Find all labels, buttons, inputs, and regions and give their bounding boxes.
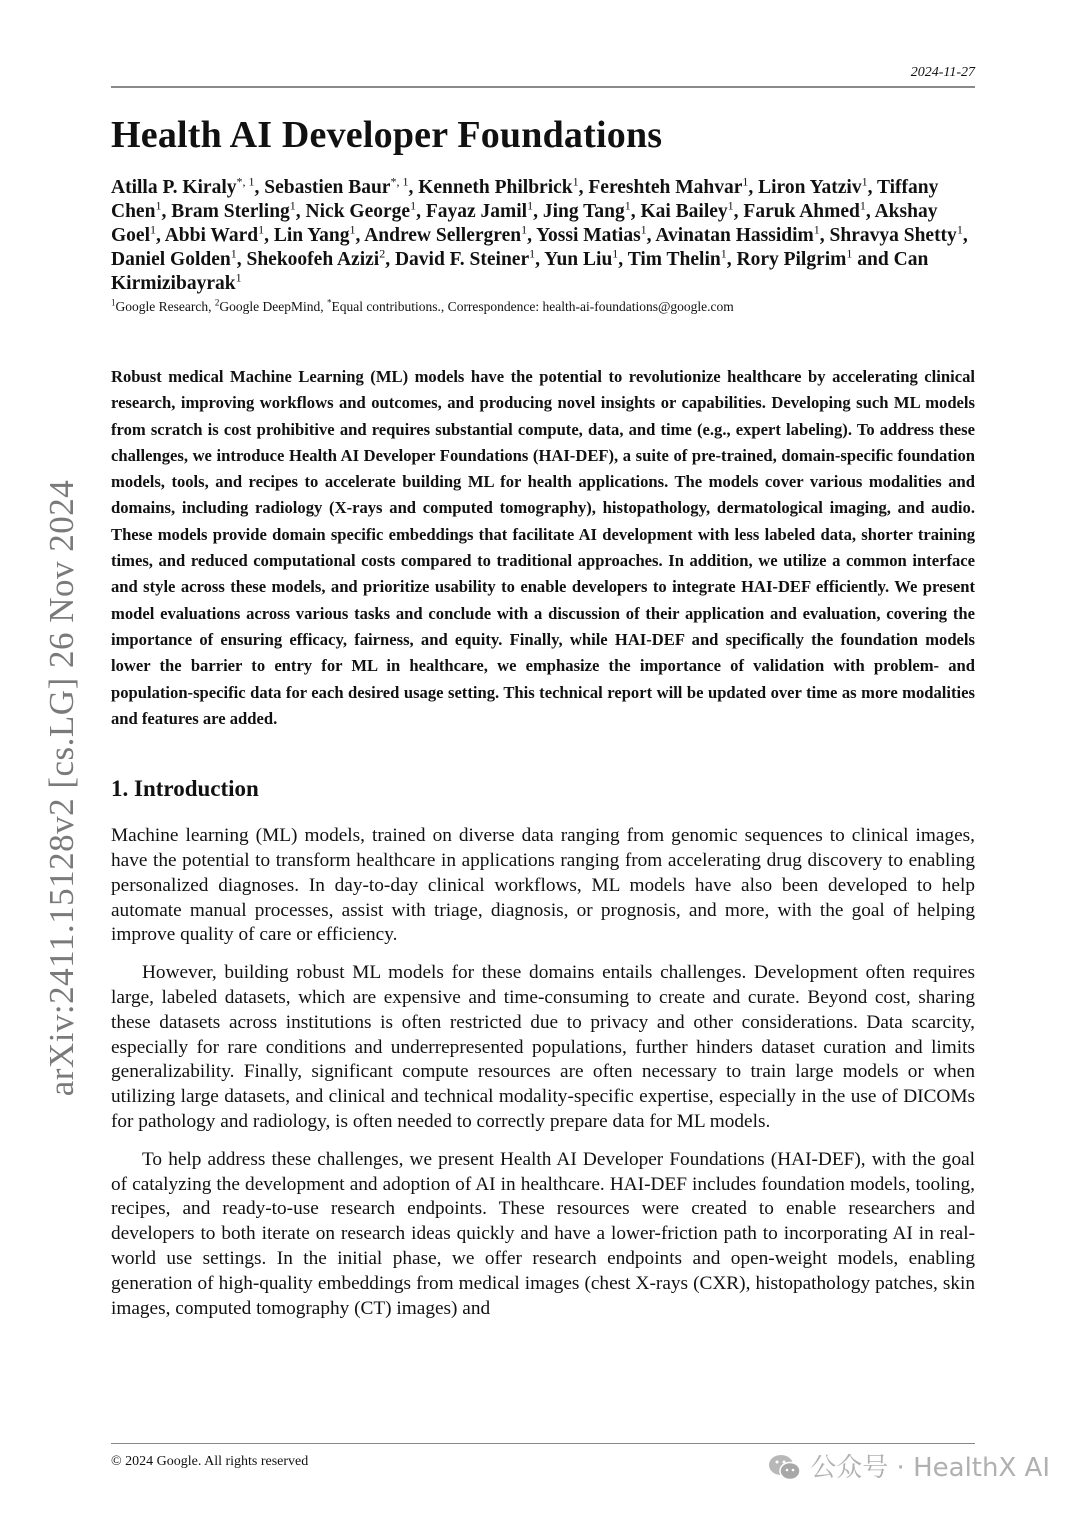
footer-row <box>111 1453 1050 1483</box>
affil-text: Google Research, <box>115 299 215 314</box>
author-affil-marker: 1 <box>527 198 534 213</box>
author-affil-marker: 1 <box>349 222 356 237</box>
author-name: David F. Steiner <box>394 249 530 270</box>
author-affil-marker: *, 1 <box>236 174 255 189</box>
author-affil-marker: 1 <box>155 198 162 213</box>
top-rule <box>111 86 975 88</box>
author-list: Atilla P. Kiraly$^{*, 1}$, Sebastien Baur$^{*, 1}$, Kenneth Philbrick$^1$, Fereshteh Mahvar$^1$, Liron Yatziv$^1$, Tiffany Chen$^1$, Bram Sterling$^1$, Nick George$^1$, Fayaz Jamil$^1$, Jing Tang$^1$, Kai Bailey$^1$, Faruk Ahmed$^1$, Akshay Goel$^1$, Abbi Ward$^1$, Lin Yang$^1$, Andrew Sellergren$^1$, Yossi Matias$^1$, Avinatan Hassidim$^1$, Shravya Shetty$^1$, Daniel Golden$^1$, Shekoofeh Azizi$^2$, David F. Steiner$^1$, Yun Liu$^1$, Tim Thelin$^1$, Rory Pilgrim$^1$ and Can Kirmizibayrak$^1$ <box>111 174 968 294</box>
author-name: Akshay Goel <box>111 201 938 246</box>
author-name: Andrew Sellergren <box>364 225 522 246</box>
author <box>743 198 866 222</box>
footer <box>111 1443 1050 1523</box>
abstract: Robust medical Machine Learning (ML) models have the potential to revolutionize healthcare by accelerating clinical research, improving workflows and outcomes, and producing novel insights or capabilities. Developing such ML models from scratch is cost prohibitive and requires substantial compute, data, and time (e.g., expert labeling). To address these challenges, we introduce Health AI Developer Foundations (HAI-DEF), a suite of pre-trained, domain-specific foundation models, tools, and recipes to accelerate building ML for health applications. The models cover various modalities and domains, including radiology (X-rays and computed tomography), histopathology, dermatological imaging, and audio. These models provide domain specific embeddings that facilitate AI development with less labeled data, shorter training times, and reduced computational costs compared to traditional approaches. In addition, we utilize a common interface and style across these models, and prioritize usability to enable developers to integrate HAI-DEF efficiently. We present model evaluations across various tasks and conclude with a discussion of their application and evaluation, covering the importance of ensuring efficacy, fairness, and equity. Finally, while HAI-DEF and specifically the foundation models lower the barrier to entry for ML in healthcare, we emphasize the importance of validation with problem- and population-specific data for each desired usage setting. This technical report will be updated over time as more modalities and features are added. <box>111 367 975 728</box>
date: 2024-11-27 <box>910 65 975 80</box>
author-name: Yun Liu <box>544 249 613 270</box>
paragraph: Machine learning (ML) models, trained on diverse data ranging from genomic sequences to clinical images, have the potential to transform healthcare in applications ranging from accelerating drug discovery to enabling personalized diagnoses. In day-to-day clinical workflows, ML models have also been developed to help automate manual processes, assist with triage, diagnosis, or prognosis, and more, with the goal of helping improve quality of care or efficiency. <box>111 825 975 946</box>
author-name: Liron Yatziv <box>758 177 862 198</box>
author-affil-marker: 1 <box>640 222 647 237</box>
author-affil-marker: 1 <box>230 246 237 261</box>
author <box>264 174 409 198</box>
author <box>364 222 528 246</box>
author-name: Kai Bailey <box>640 201 728 222</box>
author-affil-marker: 1 <box>720 246 727 261</box>
paragraph: However, building robust ML models for these domains entails challenges. Development often requires large, labeled datasets, which are expensive and time-consuming to create and curate. Beyond cost, sharing these datasets across institutions is often restricted due to privacy and other considerations. Data scarcity, especially for rare conditions and underrepresented populations, further hinders dataset curation and limits generalizability. Finally, significant compute resources are often necessary to train large models or when utilizing large datasets, and clinical and technical modality-specific expertise, especially in the use of DICOMs for pathology and radiology, is often needed to correctly prepare data for ML models. <box>111 962 975 1132</box>
author <box>425 198 534 222</box>
author-affil-marker: 1 <box>813 222 820 237</box>
author <box>305 198 417 222</box>
author-affil-marker: 1 <box>742 174 749 189</box>
author-affil-marker: 1 <box>846 246 853 261</box>
author-affil-marker: 1 <box>956 222 963 237</box>
author <box>542 198 631 222</box>
author-name: Fayaz Jamil <box>425 201 528 222</box>
author-name: Shravya Shetty <box>829 225 957 246</box>
author-name: Sebastien Baur <box>264 177 391 198</box>
author-affil-marker: 1 <box>410 198 417 213</box>
author <box>394 246 536 270</box>
paper-title: Health AI Developer Foundations <box>111 114 663 156</box>
affil-marker: * <box>326 297 332 308</box>
author-name: Tiffany Chen <box>111 177 939 222</box>
author <box>627 246 727 270</box>
author <box>164 222 265 246</box>
affil-text: Google DeepMind, <box>219 299 327 314</box>
author-affil-marker: 1 <box>258 222 265 237</box>
author-affil-marker: 1 <box>859 198 866 213</box>
author-name: Atilla P. Kiraly <box>111 177 237 198</box>
author-affil-marker: 1 <box>727 198 734 213</box>
author-affil-marker: *, 1 <box>390 174 409 189</box>
paragraph: To help address these challenges, we present Health AI Developer Foundations (HAI-DEF), with the goal of catalyzing the development and adoption of AI in healthcare. HAI-DEF includes foundation models, tooling, recipes, and ready-to-use research endpoints. These resources were created to enable researchers and developers to both iterate on research ideas quickly and have a lower-friction path to incorporating AI in real-world use settings. In the initial phase, we offer research endpoints and open-weight models, enabling generation of high-quality embeddings from medical images (chest X-rays (CXR), histopathology patches, skin images, computed tomography (CT) images) and <box>111 1148 975 1319</box>
author-name: Abbi Ward <box>164 225 259 246</box>
author <box>758 174 868 198</box>
author-name: Lin Yang <box>273 225 350 246</box>
author <box>111 174 255 198</box>
affil-text: Equal contributions., Correspondence: health-ai-foundations@google.com <box>331 299 734 314</box>
author-name: Faruk Ahmed <box>743 201 860 222</box>
author <box>171 198 296 222</box>
author-name: Kenneth Philbrick <box>418 177 573 198</box>
author-name: Yossi Matias <box>536 225 641 246</box>
author-name: Daniel Golden <box>111 249 231 270</box>
author <box>111 246 237 270</box>
arxiv-side-label: arXiv:2411.15128v2 [cs.LG] 26 Nov 2024 <box>42 479 81 1097</box>
author <box>588 174 749 198</box>
affil-marker: 1 <box>111 297 116 308</box>
affil-marker: 2 <box>214 297 220 308</box>
spacer <box>111 1334 975 1443</box>
author-affil-marker: 1 <box>289 198 296 213</box>
author-affil-marker: 1 <box>529 246 536 261</box>
author <box>246 246 386 270</box>
author-affil-marker: 1 <box>235 270 242 285</box>
author-affil-marker: 1 <box>521 222 528 237</box>
watermark-text: 公众号 · HealthX AI <box>810 1453 1050 1483</box>
wechat-icon <box>768 1453 802 1483</box>
footer-rule <box>111 1443 975 1444</box>
author-name: Shekoofeh Azizi <box>246 249 380 270</box>
affiliations <box>111 298 975 316</box>
author-affil-marker: 1 <box>150 222 156 237</box>
author <box>536 222 647 246</box>
author-name: Avinatan Hassidim <box>655 225 814 246</box>
author <box>273 222 356 246</box>
author <box>418 174 579 198</box>
section-heading: 1. Introduction <box>111 776 259 802</box>
section-body <box>111 824 975 1334</box>
author-affil-marker: 1 <box>612 246 619 261</box>
author <box>829 222 963 246</box>
author-name: Fereshteh Mahvar <box>588 177 743 198</box>
author-name: Tim Thelin <box>627 249 721 270</box>
author <box>640 198 734 222</box>
copyright: © 2024 Google. All rights reserved <box>111 1454 309 1469</box>
author <box>736 246 853 270</box>
author-affil-marker: 2 <box>379 246 386 261</box>
author-name: Jing Tang <box>542 201 625 222</box>
author <box>544 246 619 270</box>
author-affil-marker: 1 <box>572 174 579 189</box>
watermark <box>768 1453 1050 1483</box>
author <box>655 222 820 246</box>
author-affil-marker: 1 <box>861 174 868 189</box>
author-name: Nick George <box>305 201 411 222</box>
author-name: Rory Pilgrim <box>736 249 847 270</box>
author-affil-marker: 1 <box>624 198 631 213</box>
author-name: Bram Sterling <box>171 201 290 222</box>
author-name: Can Kirmizibayrak <box>111 249 929 294</box>
